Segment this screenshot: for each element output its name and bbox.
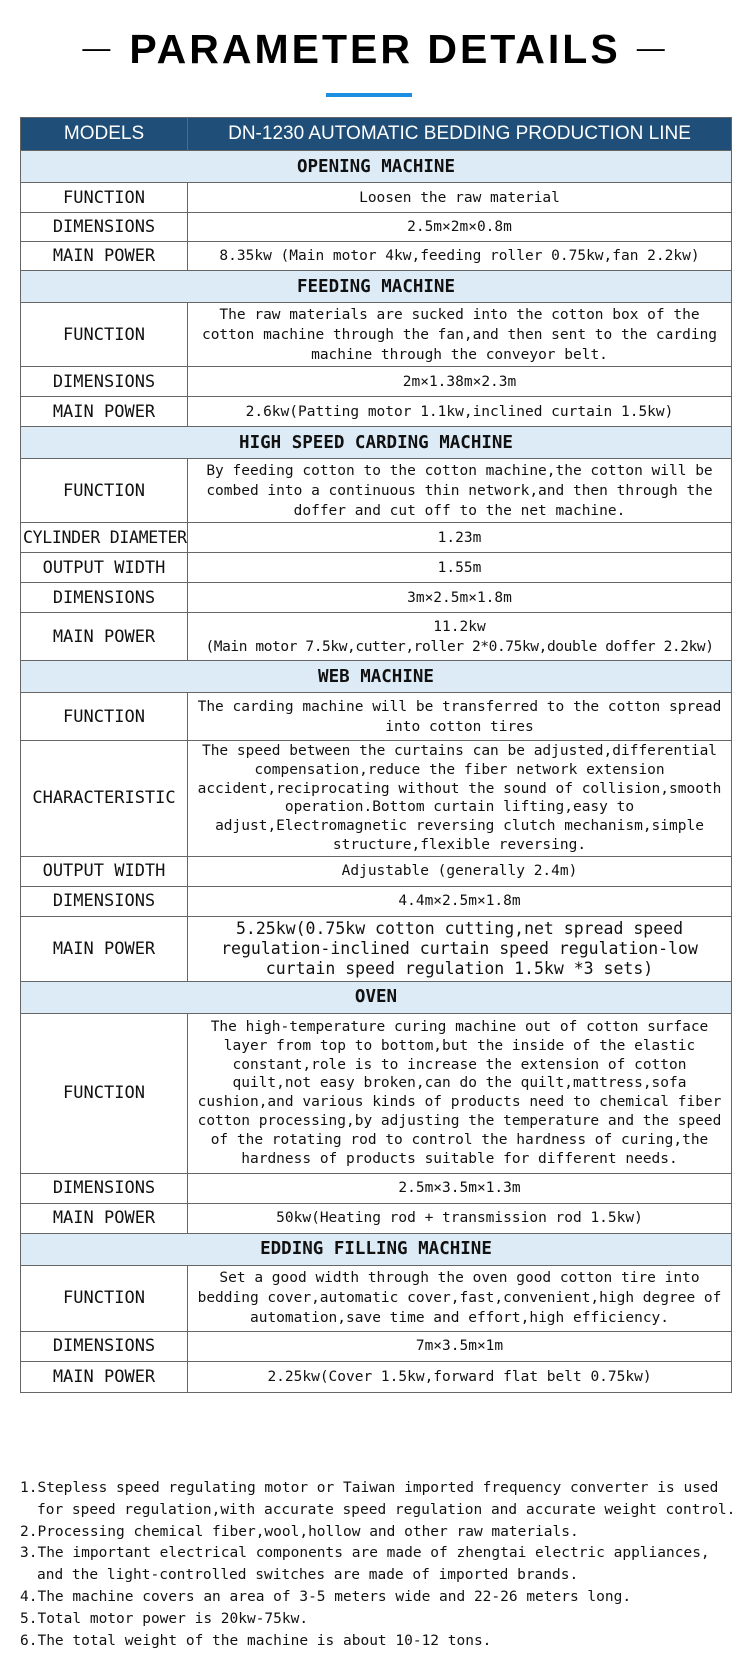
section-web-machine [21,661,732,693]
row-value: 1.23m [188,523,732,553]
table-row [21,242,732,271]
row-value: The high-temperature curing machine out of cotton surface layer from top to bottom,but the inside of the elastic constant,role is to increase the extension of cotton quilt,not easy broken,can do the quilt,mattress,sofa cushion,and various kinds of products need to chemical fiber cotton processing,by adjusting the temperature and the speed of the rotating rod to control the hardness of curing,the hardness of products suitable for different needs. [188,1013,732,1173]
row-label: DIMENSIONS [21,886,188,916]
section-title: EDDING FILLING MACHINE [21,1233,732,1265]
table-row [21,397,732,427]
note-item: 1.Stepless speed regulating motor or Taiwan imported frequency converter is used for speed regulation,with accurate speed regulation and accurate weight control. [20,1480,736,1518]
note-item: 3.The important electrical components are made of zhengtai electric appliances, and the light-controlled switches are made of imported brands. [20,1545,710,1584]
models-label: MODELS [21,118,188,151]
row-label: FUNCTION [21,303,188,367]
notes-list [20,1478,736,1652]
table-row [21,886,732,916]
row-value: By feeding cotton to the cotton machine,the cotton will be combed into a continuous thin network,and then through the doffer and cut off to the net machine. [188,459,732,523]
note-item: 5.Total motor power is 20kw-75kw. [20,1610,309,1627]
table-row [21,523,732,553]
row-value: 3m×2.5m×1.8m [188,583,732,613]
row-label: MAIN POWER [21,916,188,981]
model-name: DN-1230 AUTOMATIC BEDDING PRODUCTION LINE [188,118,732,151]
row-label: DIMENSIONS [21,367,188,397]
section-edding-filling-machine [21,1233,732,1265]
row-label: DIMENSIONS [21,583,188,613]
row-label: FUNCTION [21,1265,188,1331]
row-value: 7m×3.5m×1m [188,1331,732,1361]
section-opening-machine [21,151,732,183]
row-label: MAIN POWER [21,1203,188,1233]
table-row [21,213,732,242]
row-value: Adjustable (generally 2.4m) [188,856,732,886]
row-value: Set a good width through the oven good cotton tire into bedding cover,automatic cover,fast,convenient,high degree of automation,save time and effort,high efficiency. [188,1265,732,1331]
page-title-text: PARAMETER DETAILS [129,26,621,72]
title-underline [326,93,412,97]
row-value: The speed between the curtains can be adjusted,differential compensation,reduce the fiber network extension accident,reciprocating without the sound of collision,smooth operation.Bottom curtain lifting,easy to adjust,Electromagnetic reversing clutch mechanism,simple structure,flexible reversing. [188,741,732,857]
row-value: 5.25kw(0.75kw cotton cutting,net spread speed regulation-inclined curtain speed regulation-low curtain speed regulation 1.5kw *3 sets) [188,916,732,981]
table-row [21,583,732,613]
section-title: OVEN [21,981,732,1013]
table-row [21,367,732,397]
row-label: FUNCTION [21,459,188,523]
note-item: 4.The machine covers an area of 3-5 meters wide and 22-26 meters long. [20,1588,632,1605]
section-carding-machine [21,427,732,459]
row-label: DIMENSIONS [21,1331,188,1361]
row-label: MAIN POWER [21,1361,188,1392]
row-label: MAIN POWER [21,242,188,271]
title-left-dash: — [82,32,114,63]
row-value: 8.35kw (Main motor 4kw,feeding roller 0.75kw,fan 2.2kw) [188,242,732,271]
table-row [21,613,732,661]
power-line-1: 11.2kw [433,618,486,635]
row-label: MAIN POWER [21,397,188,427]
table-row [21,693,732,741]
table-row [21,916,732,981]
row-label: OUTPUT WIDTH [21,553,188,583]
section-oven [21,981,732,1013]
section-title: WEB MACHINE [21,661,732,693]
row-label: CYLINDER DIAMETER [21,523,188,553]
row-value [188,613,732,661]
row-value: 2.5m×2m×0.8m [188,213,732,242]
table-row [21,459,732,523]
row-value: 2.6kw(Patting motor 1.1kw,inclined curtain 1.5kw) [188,397,732,427]
section-feeding-machine [21,271,732,303]
section-title: FEEDING MACHINE [21,271,732,303]
table-row [21,1173,732,1203]
table-row [21,1265,732,1331]
row-label: DIMENSIONS [21,1173,188,1203]
row-label: FUNCTION [21,1013,188,1173]
note-item: 6.The total weight of the machine is about 10-12 tons. [20,1632,492,1649]
table-row [21,183,732,213]
note-item: 2.Processing chemical fiber,wool,hollow and other raw materials. [20,1523,579,1540]
table-row [21,553,732,583]
parameter-table [20,117,732,1393]
row-value: 1.55m [188,553,732,583]
table-row [21,1331,732,1361]
page-title [0,22,750,75]
row-value: The raw materials are sucked into the cotton box of the cotton machine through the fan,and then sent to the carding machine through the conveyor belt. [188,303,732,367]
row-label: OUTPUT WIDTH [21,856,188,886]
section-title: HIGH SPEED CARDING MACHINE [21,427,732,459]
table-row [21,1203,732,1233]
page-header [0,22,750,75]
table-row [21,856,732,886]
row-value: The carding machine will be transferred to the cotton spread into cotton tires [188,693,732,741]
row-value: 2.25kw(Cover 1.5kw,forward flat belt 0.75kw) [188,1361,732,1392]
row-label: FUNCTION [21,693,188,741]
row-label: FUNCTION [21,183,188,213]
table-header-row [21,118,732,151]
row-label: MAIN POWER [21,613,188,661]
table-row [21,1361,732,1392]
table-row [21,303,732,367]
row-value: 4.4m×2.5m×1.8m [188,886,732,916]
row-label: CHARACTERISTIC [21,741,188,857]
row-value: 2m×1.38m×2.3m [188,367,732,397]
table-row [21,1013,732,1173]
table-row [21,741,732,857]
power-line-2: (Main motor 7.5kw,cutter,roller 2*0.75kw,double doffer 2.2kw) [205,638,714,655]
section-title: OPENING MACHINE [21,151,732,183]
row-value: 2.5m×3.5m×1.3m [188,1173,732,1203]
row-value: Loosen the raw material [188,183,732,213]
row-value: 50kw(Heating rod + transmission rod 1.5kw) [188,1203,732,1233]
title-right-dash: — [636,32,668,63]
row-label: DIMENSIONS [21,213,188,242]
